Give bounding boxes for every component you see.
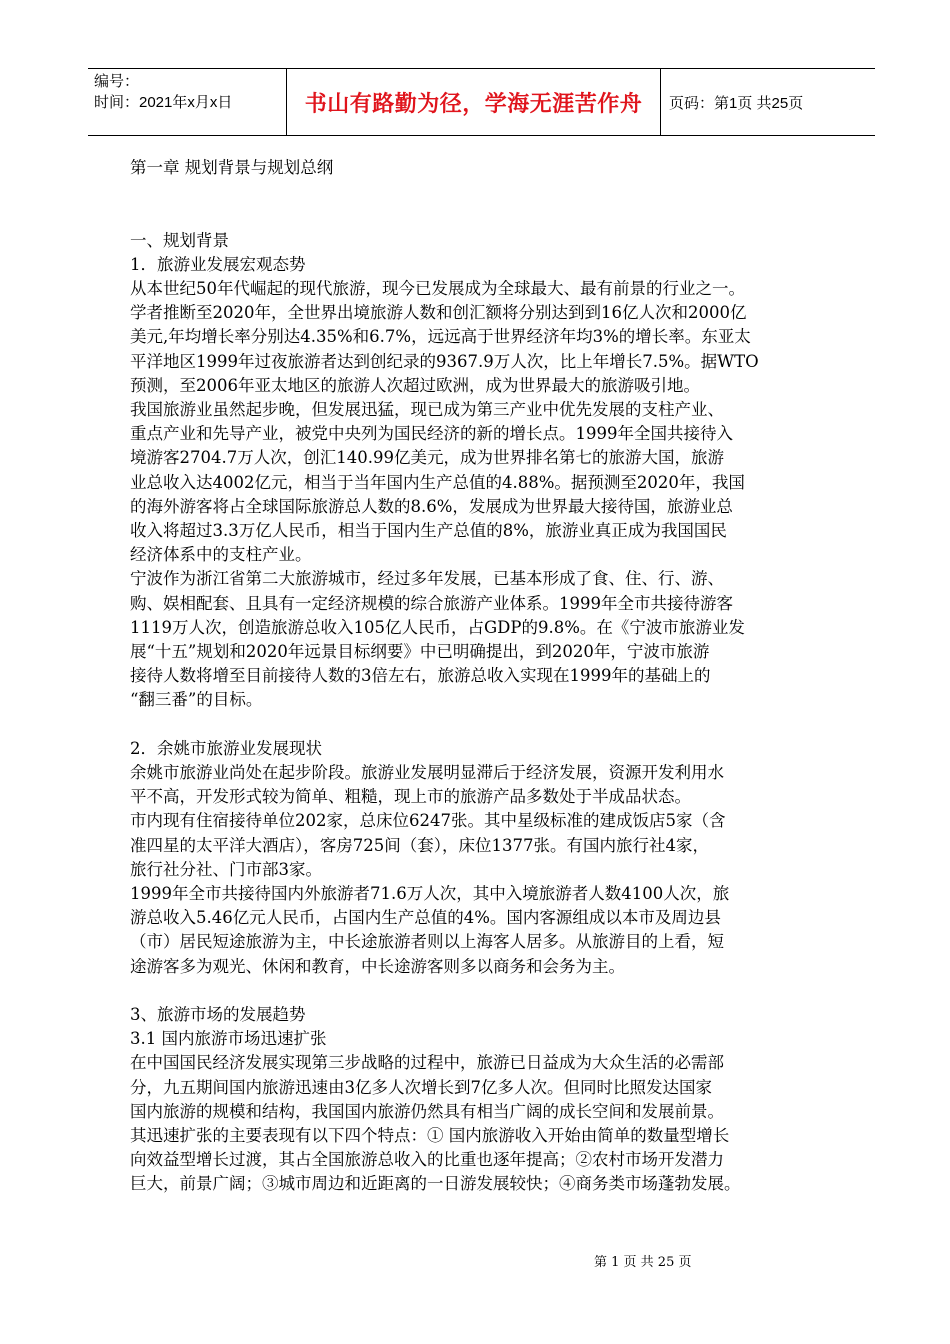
section-heading: 一、规划背景 [130, 230, 229, 250]
text-line: 准四星的太平洋大酒店），客房725间（套），床位1377张。有国内旅行社4家， [130, 835, 709, 855]
text-line: 接待人数将增至目前接待人数的3倍左右，旅游总收入实现在1999年的基础上的 [130, 666, 711, 686]
text-line: 分，九五期间国内旅游迅速由3亿多人次增长到7亿多人次。但同时比照发达国家 [130, 1077, 712, 1097]
subsection-heading-3-1: 3.1 国内旅游市场迅速扩张 [130, 1029, 327, 1049]
text-line: 国内旅游的规模和结构，我国国内旅游仍然具有相当广阔的成长空间和发展前景。 [130, 1101, 724, 1121]
text-line: （市）居民短途旅游为主，中长途旅游者则以上海客人居多。从旅游目的上看，短 [130, 932, 724, 952]
text-line: 1119万人次，创造旅游总收入105亿人民币，占GDP的9.8%。在《宁波市旅游业发 [130, 617, 745, 637]
code-label: 编号： [94, 73, 140, 90]
document-body [130, 156, 850, 1197]
text-line: 重点产业和先导产业，被党中央列为国民经济的新的增长点。1999年全国共接待入 [130, 424, 733, 444]
text-line: 美元,年均增长率分别达4.35%和6.7%，远远高于世界经济年均3%的增长率。东亚太 [130, 327, 751, 347]
chapter-title: 第一章 规划背景与规划总纲 [130, 158, 334, 177]
text-line: 平洋地区1999年过夜旅游者达到创纪录的9367.9万人次，比上年增长7.5%。据WTO [130, 351, 759, 371]
header-meta [88, 69, 286, 135]
paragraph-5 [130, 809, 850, 882]
text-line: “翻三番”的目标。 [130, 690, 263, 710]
text-line: 预测，至2006年亚太地区的旅游人次超过欧洲，成为世界最大的旅游吸引地。 [130, 375, 700, 395]
text-line: 境游客2704.7万人次，创汇140.99亿美元，成为世界排名第七的旅游大国，旅游 [130, 448, 724, 468]
text-line: 购、娱相配套、且具有一定经济规模的综合旅游产业体系。1999年全市共接待游客 [130, 593, 733, 613]
header-motto: 书山有路勤为径，学海无涯苦作舟 [286, 69, 661, 135]
text-line: 业总收入达4002亿元，相当于当年国内生产总值的4.88%。据预测至2020年，我国 [130, 472, 745, 492]
text-line: 宁波作为浙江省第二大旅游城市，经过多年发展，已基本形成了食、住、行、游、 [130, 569, 724, 589]
paragraph-4 [130, 761, 850, 809]
text-line: 从本世纪50年代崛起的现代旅游，现今已发展成为全球最大、最有前景的行业之一。 [130, 278, 745, 298]
text-line: 的海外游客将占全球国际旅游总人数的8.6%，发展成为世界最大接待国，旅游业总 [130, 496, 733, 516]
text-line: 旅行社分社、门市部3家。 [130, 859, 322, 879]
text-line: 在中国国民经济发展实现第三步战略的过程中，旅游已日益成为大众生活的必需部 [130, 1053, 724, 1073]
text-line: 收入将超过3.3万亿人民币，相当于国内生产总值的8%，旅游业真正成为我国国民 [130, 521, 727, 541]
time-label: 时间：2021年x月x日 [94, 94, 233, 111]
text-line: 展“十五”规划和2020年远景目标纲要》中已明确提出，到2020年，宁波市旅游 [130, 642, 710, 662]
subsection-heading-2: 2．余姚市旅游业发展现状 [130, 738, 322, 758]
subsection-heading-3: 3、旅游市场的发展趋势 [130, 1005, 306, 1025]
paragraph-7 [130, 1051, 850, 1196]
page-header [88, 68, 875, 136]
text-line: 经济体系中的支柱产业。 [130, 545, 312, 565]
text-line: 学者推断至2020年，全世界出境旅游人数和创汇额将分别达到到16亿人次和2000亿 [130, 303, 747, 323]
paragraph-6 [130, 882, 850, 979]
text-line: 巨大，前景广阔；③城市周边和近距离的一日游发展较快；④商务类市场蓬勃发展。 [130, 1174, 741, 1194]
paragraph-1 [130, 277, 850, 398]
text-line: 余姚市旅游业尚处在起步阶段。旅游业发展明显滞后于经济发展，资源开发利用水 [130, 763, 724, 783]
text-line: 向效益型增长过渡，其占全国旅游总收入的比重也逐年提高；②农村市场开发潜力 [130, 1150, 724, 1170]
page-footer: 第 1 页 共 25 页 [594, 1255, 692, 1270]
text-line: 市内现有住宿接待单位202家，总床位6247张。其中星级标准的建成饭店5家（含 [130, 811, 726, 831]
paragraph-3 [130, 567, 850, 712]
text-line: 途游客多为观光、休闲和教育，中长途游客则多以商务和会务为主。 [130, 956, 625, 976]
subsection-heading-1: 1．旅游业发展宏观态势 [130, 254, 306, 274]
text-line: 平不高，开发形式较为简单、粗糙，现上市的旅游产品多数处于半成品状态。 [130, 787, 691, 807]
text-line: 游总收入5.46亿元人民币，占国内生产总值的4%。国内客源组成以本市及周边县 [130, 908, 721, 928]
text-line: 其迅速扩张的主要表现有以下四个特点：① 国内旅游收入开始由简单的数量型增长 [130, 1126, 730, 1146]
paragraph-2 [130, 398, 850, 567]
text-line: 我国旅游业虽然起步晚，但发展迅猛，现已成为第三产业中优先发展的支柱产业、 [130, 400, 724, 419]
text-line: 1999年全市共接待国内外旅游者71.6万人次，其中入境旅游者人数4100人次，旅 [130, 884, 730, 904]
header-page-info: 页码：第1页 共25页 [669, 94, 804, 112]
